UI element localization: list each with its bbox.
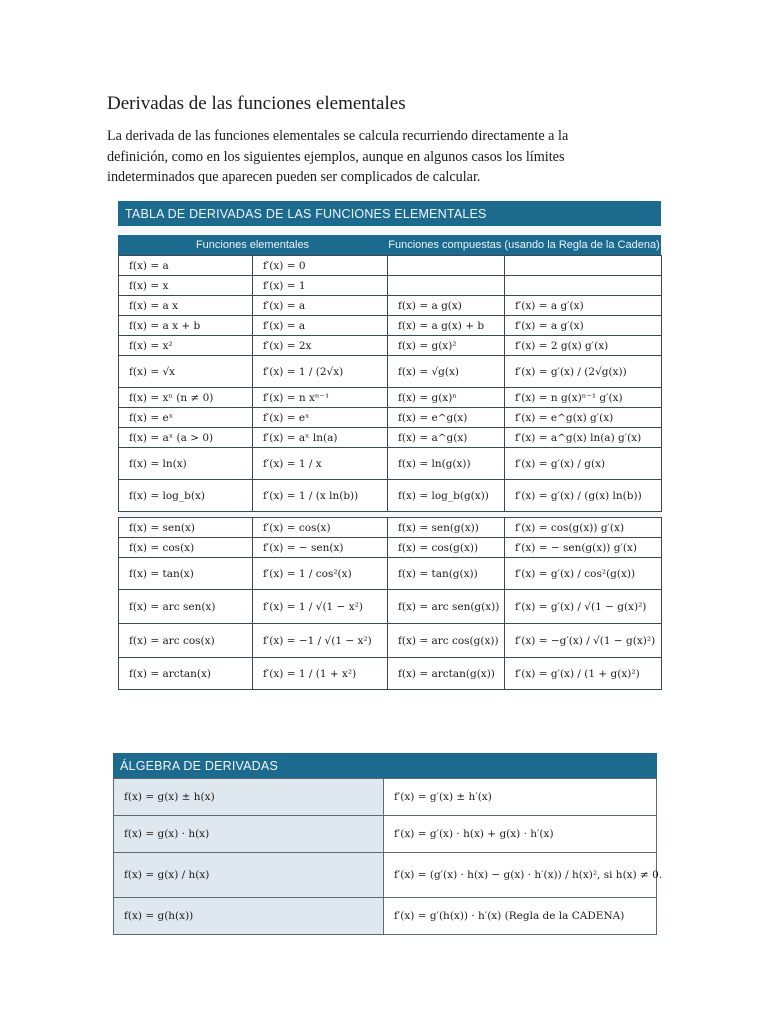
- cell-dg: f′(x) = g′(x) / cos²(g(x)): [505, 558, 662, 590]
- cell-f: f(x) = a: [119, 256, 253, 276]
- derivatives-table-header: [118, 234, 661, 255]
- cell-f: f(x) = √x: [119, 356, 253, 388]
- table-row: [114, 816, 657, 853]
- cell-dg: f′(x) = g′(x) / g(x): [505, 448, 662, 480]
- cell-f: f(x) = x²: [119, 336, 253, 356]
- table-row: [119, 296, 662, 316]
- table-row: [119, 408, 662, 428]
- cell-df: f′(x) = 1 / cos²(x): [253, 558, 388, 590]
- table-row: [119, 518, 662, 538]
- cell-df: f′(x) = aˣ ln(a): [253, 428, 388, 448]
- algebra-table: [113, 753, 663, 935]
- cell-df: f′(x) = − sen(x): [253, 538, 388, 558]
- cell-f: f(x) = a x + b: [119, 316, 253, 336]
- cell-dg: f′(x) = cos(g(x)) g′(x): [505, 518, 662, 538]
- cell-f: f(x) = eˣ: [119, 408, 253, 428]
- cell-f: f(x) = arc cos(x): [119, 624, 253, 658]
- table-row: [119, 480, 662, 512]
- cell-f: f(x) = tan(x): [119, 558, 253, 590]
- cell-dg: f′(x) = g′(x) / √(1 − g(x)²): [505, 590, 662, 624]
- table-row: [119, 590, 662, 624]
- cell-dg: f′(x) = −g′(x) / √(1 − g(x)²): [505, 624, 662, 658]
- table-row: [119, 256, 662, 276]
- cell-g: f(x) = g(x)²: [388, 336, 505, 356]
- cell-dg: f′(x) = e^g(x) g′(x): [505, 408, 662, 428]
- table-row: [119, 558, 662, 590]
- table-row: [119, 658, 662, 690]
- table-row: [114, 779, 657, 816]
- header-compuestas: Funciones compuestas (usando la Regla de la Cadena): [388, 239, 660, 251]
- cell-dg: f′(x) = a g′(x): [505, 316, 662, 336]
- cell-g: f(x) = arc cos(g(x)): [388, 624, 505, 658]
- cell-f: f(x) = g(x) / h(x): [114, 853, 384, 898]
- page-heading: Derivadas de las funciones elementales: [107, 93, 406, 114]
- cell-df: f′(x) = 1 / (x ln(b)): [253, 480, 388, 512]
- cell-g: f(x) = cos(g(x)): [388, 538, 505, 558]
- cell-f: f(x) = ln(x): [119, 448, 253, 480]
- intro-paragraph: La derivada de las funciones elementales se calcula recurriendo directamente a la definición, como en los siguientes ejemplos, aunque en algunos casos los límites indeterminados que aparecen pueden ser complicados de calcular.: [107, 128, 569, 185]
- cell-g: f(x) = arc sen(g(x)): [388, 590, 505, 624]
- table-row: [119, 276, 662, 296]
- derivatives-table: [118, 201, 661, 690]
- cell-g: f(x) = arctan(g(x)): [388, 658, 505, 690]
- cell-dg: f′(x) = g′(x) / (2√g(x)): [505, 356, 662, 388]
- table-row: [114, 853, 657, 898]
- cell-f: f(x) = sen(x): [119, 518, 253, 538]
- cell-dg: f′(x) = n g(x)ⁿ⁻¹ g′(x): [505, 388, 662, 408]
- cell-df: f′(x) = cos(x): [253, 518, 388, 538]
- cell-df: f′(x) = g′(x) ± h′(x): [384, 779, 657, 816]
- cell-f: f(x) = arctan(x): [119, 658, 253, 690]
- cell-df: f′(x) = g′(x) · h(x) + g(x) · h′(x): [384, 816, 657, 853]
- cell-df: f′(x) = 1 / x: [253, 448, 388, 480]
- cell-g: f(x) = a g(x) + b: [388, 316, 505, 336]
- table-row: [119, 428, 662, 448]
- cell-f: f(x) = g(x) ± h(x): [114, 779, 384, 816]
- cell-f: f(x) = a x: [119, 296, 253, 316]
- table-row: [119, 388, 662, 408]
- cell-df: f′(x) = g′(h(x)) · h′(x) (Regla de la CADENA): [384, 898, 657, 935]
- cell-g: f(x) = g(x)ⁿ: [388, 388, 505, 408]
- cell-df: f′(x) = eˣ: [253, 408, 388, 428]
- cell-f: f(x) = xⁿ (n ≠ 0): [119, 388, 253, 408]
- table-row: [119, 448, 662, 480]
- cell-f: f(x) = aˣ (a > 0): [119, 428, 253, 448]
- cell-dg: f′(x) = a g′(x): [505, 296, 662, 316]
- cell-dg: [505, 256, 662, 276]
- header-elementales: Funciones elementales: [195, 239, 310, 251]
- cell-df: f′(x) = a: [253, 296, 388, 316]
- cell-dg: f′(x) = − sen(g(x)) g′(x): [505, 538, 662, 558]
- cell-df: f′(x) = (g′(x) · h(x) − g(x) · h′(x)) / h(x)², si h(x) ≠ 0.: [384, 853, 657, 898]
- cell-g: f(x) = sen(g(x)): [388, 518, 505, 538]
- cell-f: f(x) = g(h(x)): [114, 898, 384, 935]
- cell-f: f(x) = arc sen(x): [119, 590, 253, 624]
- cell-g: f(x) = e^g(x): [388, 408, 505, 428]
- algebra-table-title: ÁLGEBRA DE DERIVADAS: [113, 753, 657, 778]
- cell-f: f(x) = g(x) · h(x): [114, 816, 384, 853]
- cell-f: f(x) = cos(x): [119, 538, 253, 558]
- cell-df: f′(x) = 1 / √(1 − x²): [253, 590, 388, 624]
- cell-g: f(x) = a^g(x): [388, 428, 505, 448]
- cell-dg: f′(x) = g′(x) / (1 + g(x)²): [505, 658, 662, 690]
- cell-df: f′(x) = 1: [253, 276, 388, 296]
- table-row: [114, 898, 657, 935]
- cell-g: f(x) = log_b(g(x)): [388, 480, 505, 512]
- cell-f: f(x) = log_b(x): [119, 480, 253, 512]
- derivatives-grid: [118, 255, 662, 690]
- cell-g: f(x) = tan(g(x)): [388, 558, 505, 590]
- table-row: [119, 538, 662, 558]
- cell-df: f′(x) = −1 / √(1 − x²): [253, 624, 388, 658]
- cell-dg: f′(x) = 2 g(x) g′(x): [505, 336, 662, 356]
- cell-g: [388, 276, 505, 296]
- table-row: [119, 336, 662, 356]
- cell-df: f′(x) = 1 / (2√x): [253, 356, 388, 388]
- cell-dg: f′(x) = g′(x) / (g(x) ln(b)): [505, 480, 662, 512]
- algebra-grid: [113, 778, 663, 935]
- cell-g: f(x) = a g(x): [388, 296, 505, 316]
- cell-df: f′(x) = 2x: [253, 336, 388, 356]
- cell-df: f′(x) = a: [253, 316, 388, 336]
- cell-df: f′(x) = n xⁿ⁻¹: [253, 388, 388, 408]
- cell-df: f′(x) = 1 / (1 + x²): [253, 658, 388, 690]
- cell-g: f(x) = ln(g(x)): [388, 448, 505, 480]
- cell-df: f′(x) = 0: [253, 256, 388, 276]
- derivatives-table-title: TABLA DE DERIVADAS DE LAS FUNCIONES ELEMENTALES: [118, 201, 661, 226]
- table-row: [119, 316, 662, 336]
- table-row: [119, 356, 662, 388]
- cell-g: [388, 256, 505, 276]
- cell-f: f(x) = x: [119, 276, 253, 296]
- cell-dg: [505, 276, 662, 296]
- cell-dg: f′(x) = a^g(x) ln(a) g′(x): [505, 428, 662, 448]
- cell-g: f(x) = √g(x): [388, 356, 505, 388]
- table-row: [119, 624, 662, 658]
